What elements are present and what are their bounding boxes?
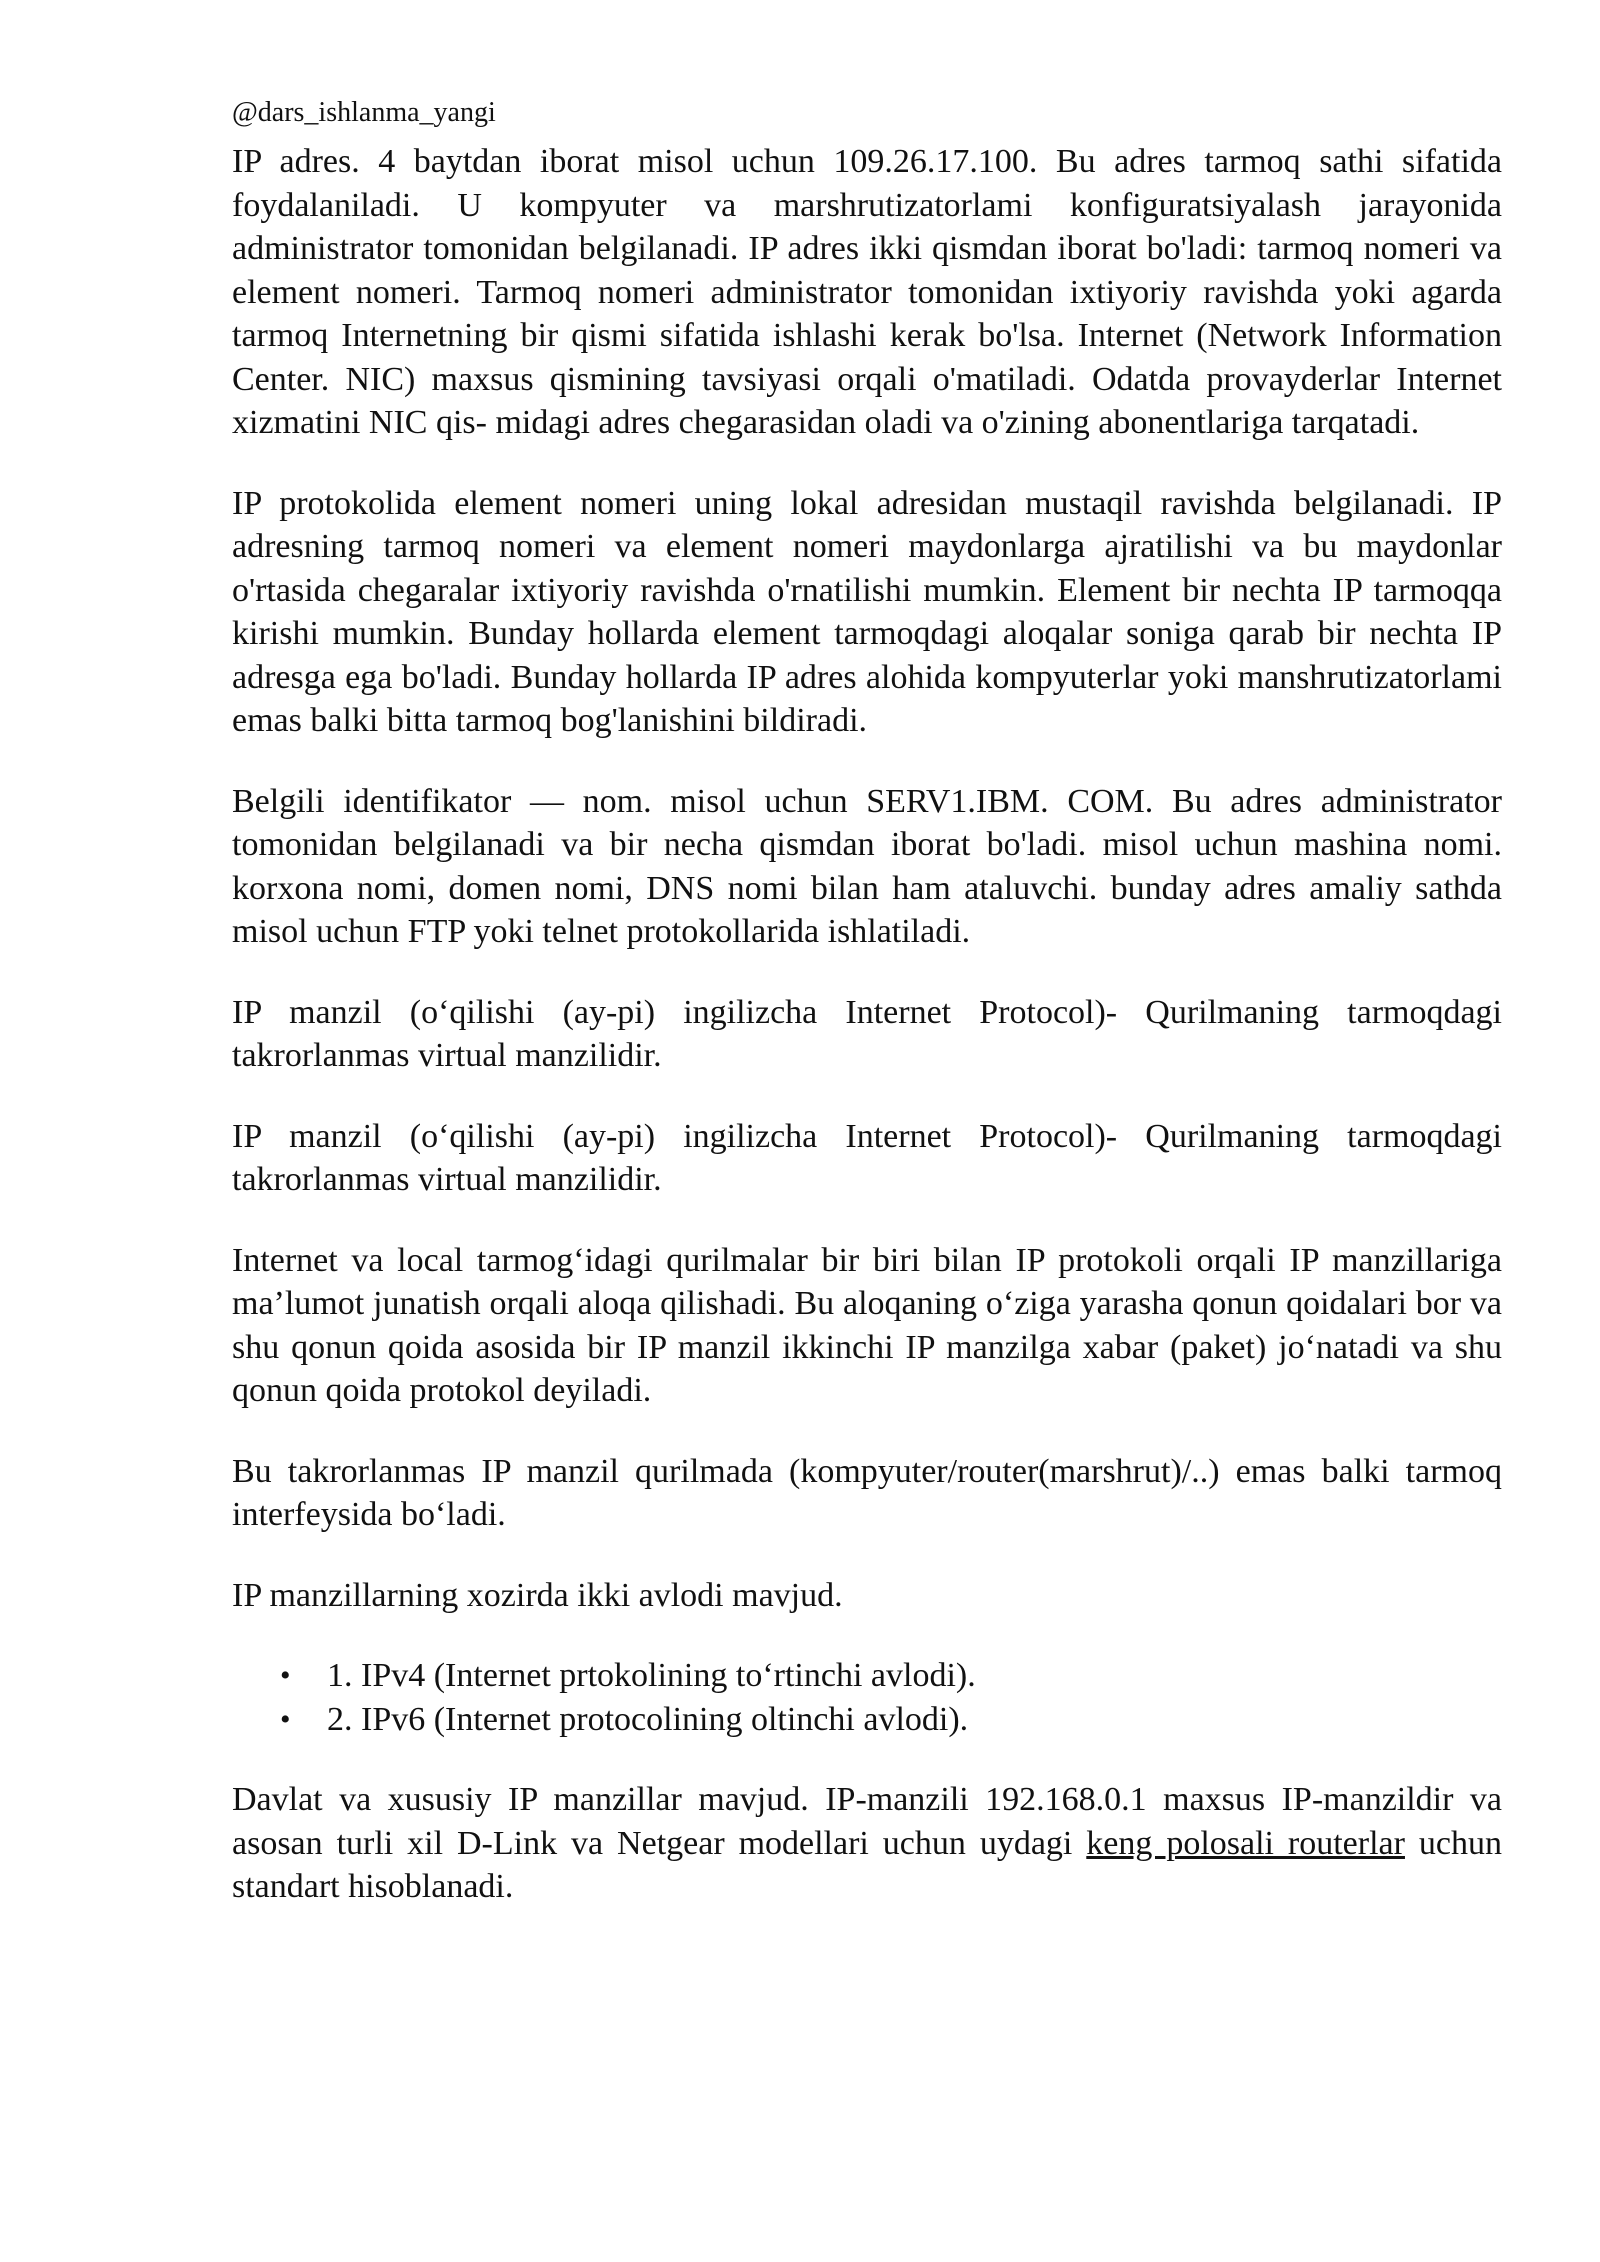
paragraph-symbolic-identifier: Belgili identifikator — nom. misol uchun SERV1.IBM. COM. Bu adres administrator tomonidan belgilanadi va bir necha qismdan iborat bo'ladi. misol uchun mashina nomi. korxona nomi, domen nomi, DNS nomi bilan ham ataluvchi. bunday adres amaliy sathda misol uchun FTP yoki telnet protokollarida ishlatiladi. <box>232 782 1502 950</box>
paragraph-generations: IP manzillarning xozirda ikki avlodi mavjud. <box>232 1576 843 1614</box>
final-text-after-link: uchun standart hisoblanadi. <box>232 1824 1502 1905</box>
final-text-before-link: Davlat va xususiy IP manzillar mavjud. IP-manzili 192.168.0.1 maxsus IP-manzildir va asosan turli xil D-Link va Netgear modellari uchun uydagi <box>232 1781 1502 1862</box>
paragraph-private-ip <box>232 1778 1502 1909</box>
ip-version-list <box>232 1654 1502 1741</box>
paragraph-interface: Bu takrorlanmas IP manzil qurilmada (kompyuter/router(marshrut)/..) emas balki tarmoq interfeysida bo‘ladi. <box>232 1452 1502 1533</box>
broadband-routers-link[interactable]: keng polosali routerlar <box>1086 1824 1405 1862</box>
paragraph-ip-protocol: IP protokolida element nomeri uning lokal adresidan mustaqil ravishda belgilanadi. IP adresning tarmoq nomeri va element nomeri maydonlarga ajratilishi va bu maydonlar o'rtasida chegaralar ixtiyoriy ravishda o'rnatilishi mumkin. Element bir nechta IP tarmoqqa kirishi mumkin. Bunday hollarda element tarmoqdagi aloqalar soniga qarab bir nechta IP adresga ega bo'ladi. Bunday hollarda IP adres alohida kompyuterlar yoki manshrutizatorlami emas balki bitta tarmoq bog'lanishini bildiradi. <box>232 484 1502 739</box>
list-item-text: 2. IPv6 (Internet protocolining oltinchi avlodi). <box>327 1700 969 1738</box>
paragraph-communication: Internet va local tarmog‘idagi qurilmalar bir biri bilan IP protokoli orqali IP manzillariga ma’lumot junatish orqali aloqa qilishadi. Bu aloqaning o‘ziga yarasha qonun qoidalari bor va shu qonun qoida asosida bir IP manzil ikkinchi IP manzilga xabar (paket) jo‘natadi va shu qonun qoida protokol deyiladi. <box>232 1241 1502 1409</box>
list-item <box>232 1654 1502 1698</box>
list-item-text: 1. IPv4 (Internet prtokolining to‘rtinchi avlodi). <box>327 1657 976 1694</box>
bullet-icon: • <box>280 1702 291 1736</box>
list-item <box>232 1698 1502 1742</box>
paragraph-ip-definition: IP manzil (o‘qilishi (ay-pi) ingilizcha Internet Protocol)- Qurilmaning tarmoqdagi takrorlanmas virtual manzilidir. <box>232 993 1502 1074</box>
paragraph-ip-definition-repeat: IP manzil (o‘qilishi (ay-pi) ingilizcha Internet Protocol)- Qurilmaning tarmoqdagi takrorlanmas virtual manzilidir. <box>232 1117 1502 1198</box>
bullet-icon: • <box>280 1659 291 1692</box>
paragraph-ip-address: IP adres. 4 baytdan iborat misol uchun 109.26.17.100. Bu adres tarmoq sathi sifatida foydalaniladi. U kompyuter va marshrutizatorlami konfiguratsiyalash jarayonida administrator tomonidan belgilanadi. IP adres ikki qismdan iborat bo'ladi: tarmoq nomeri va element nomeri. Tarmoq nomeri administrator tomonidan ixtiyoriy ravishda yoki agarda tarmoq Internetning bir qismi sifatida ishlashi kerak bo'lsa. Internet (Network Information Center. NIC) maxsus qismining tavsiyasi orqali o'matiladi. Odatda provayderlar Internet xizmatini NIC qis- midagi adres chegarasidan oladi va o'zining abonentlariga tarqatadi. <box>232 143 1502 441</box>
document-page <box>232 96 1502 1946</box>
channel-tag: @dars_ishlanma_yangi <box>232 97 496 128</box>
